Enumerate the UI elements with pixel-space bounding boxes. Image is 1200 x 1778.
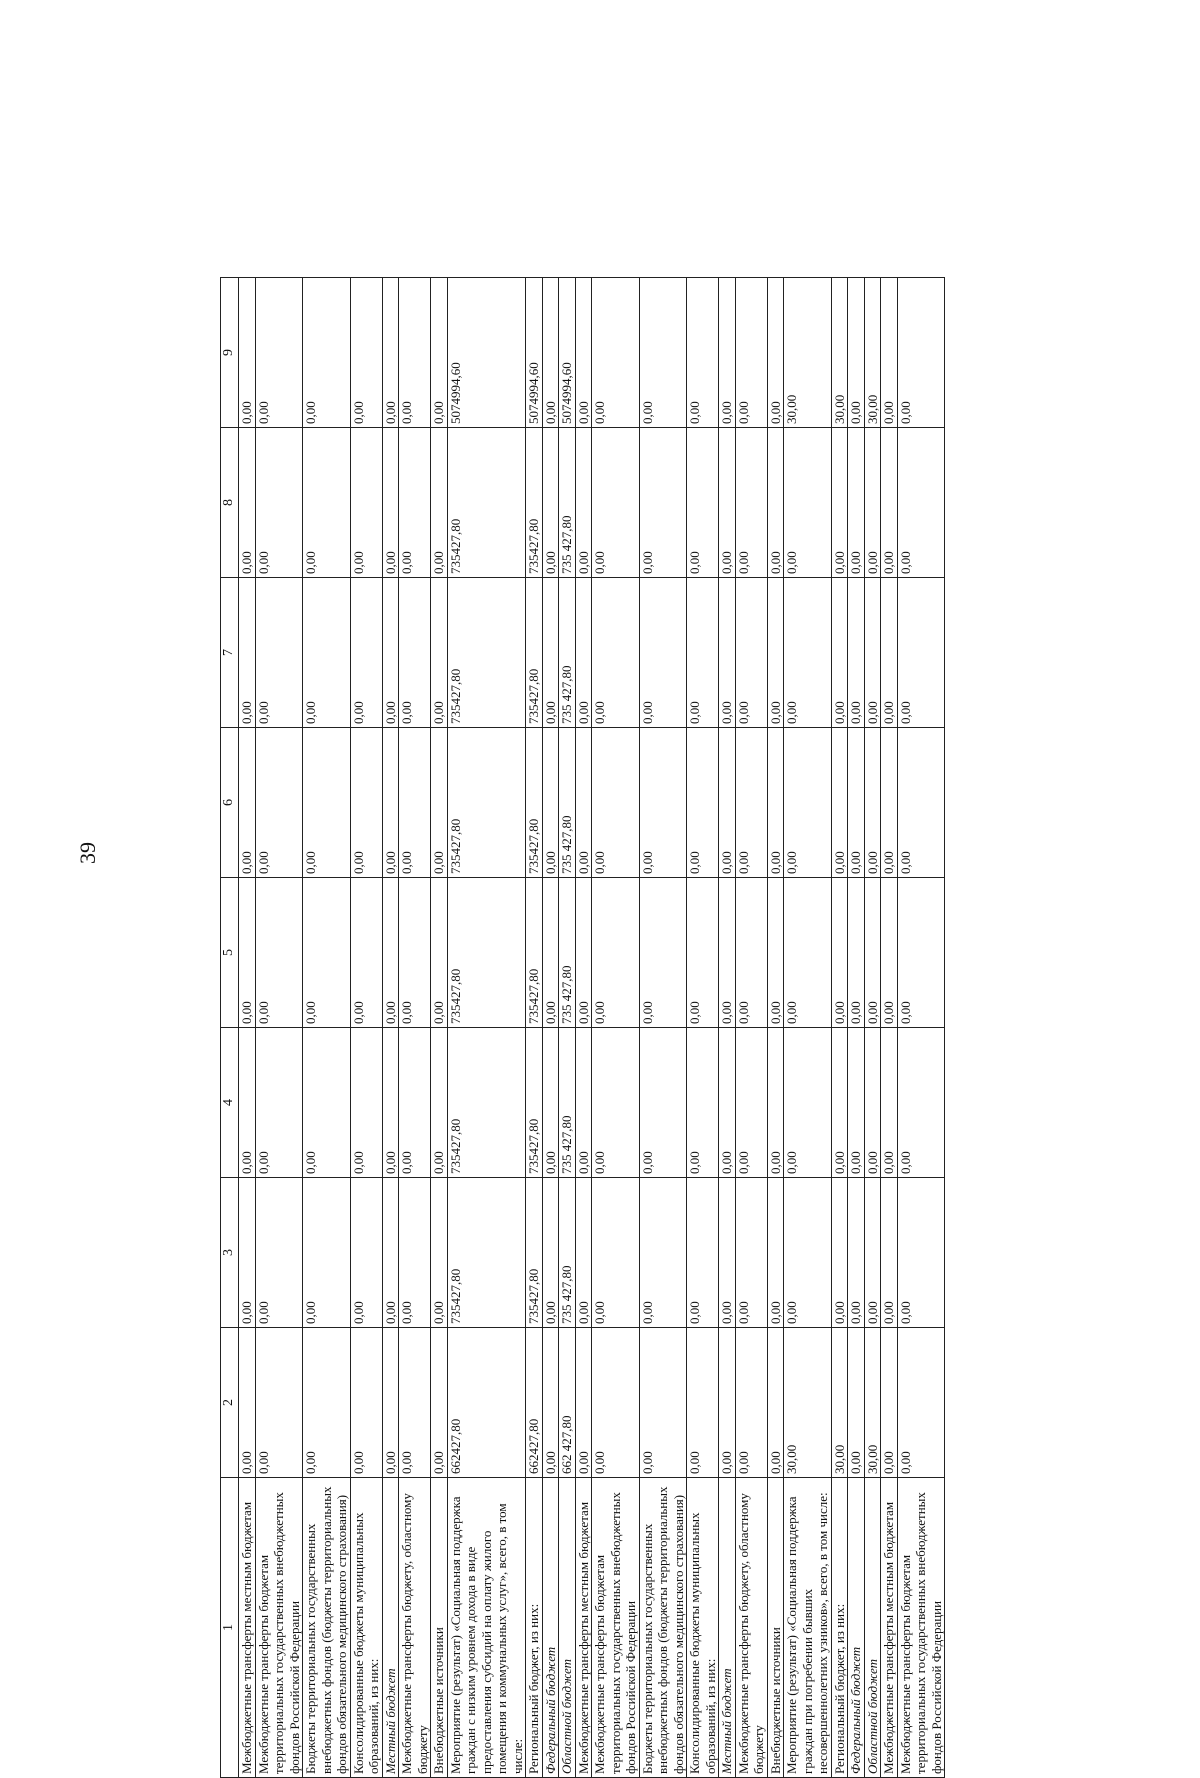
row-value: 0,00 — [592, 278, 640, 428]
row-value: 0,00 — [735, 1028, 767, 1178]
row-value: 0,00 — [542, 878, 559, 1028]
row-value: 0,00 — [719, 1328, 736, 1478]
row-value: 0,00 — [303, 728, 351, 878]
row-value: 0,00 — [735, 1328, 767, 1478]
row-label: Межбюджетные трансферты местным бюджетам — [881, 1478, 898, 1778]
row-value: 0,00 — [350, 1178, 382, 1328]
row-value: 0,00 — [399, 428, 431, 578]
row-value: 735 427,80 — [559, 1178, 576, 1328]
budget-table — [220, 277, 945, 1778]
row-value: 0,00 — [735, 278, 767, 428]
row-value: 0,00 — [881, 1328, 898, 1478]
row-value: 735427,80 — [526, 878, 543, 1028]
row-value: 0,00 — [767, 428, 784, 578]
row-value: 0,00 — [303, 1028, 351, 1178]
column-header: 6 — [221, 728, 239, 878]
row-value: 0,00 — [303, 578, 351, 728]
row-value: 0,00 — [350, 1028, 382, 1178]
table-row — [592, 278, 640, 1778]
row-value: 0,00 — [239, 428, 256, 578]
row-label: Федеральный бюджет — [542, 1478, 559, 1778]
row-value: 735427,80 — [447, 1178, 526, 1328]
row-value: 0,00 — [239, 728, 256, 878]
row-value: 0,00 — [881, 878, 898, 1028]
row-value: 735 427,80 — [559, 428, 576, 578]
row-value: 0,00 — [848, 728, 865, 878]
row-label: Межбюджетные трансферты бюджетам территориальных государственных внебюджетных фондов Российской Федерации — [255, 1478, 303, 1778]
row-value: 0,00 — [881, 278, 898, 428]
row-value: 0,00 — [575, 578, 592, 728]
row-value: 0,00 — [735, 728, 767, 878]
row-value: 0,00 — [767, 1328, 784, 1478]
row-value: 735427,80 — [447, 1028, 526, 1178]
row-value: 0,00 — [255, 278, 303, 428]
row-value: 0,00 — [639, 1178, 687, 1328]
row-value: 0,00 — [239, 278, 256, 428]
row-label: Межбюджетные трансферты местным бюджетам — [575, 1478, 592, 1778]
row-value: 0,00 — [639, 278, 687, 428]
row-value: 735427,80 — [526, 428, 543, 578]
row-value: 0,00 — [431, 278, 448, 428]
table-row — [542, 278, 559, 1778]
row-value: 735427,80 — [447, 578, 526, 728]
row-label: Федеральный бюджет — [848, 1478, 865, 1778]
row-value: 0,00 — [864, 428, 881, 578]
row-label: Консолидированные бюджеты муниципальных образований, из них: — [350, 1478, 382, 1778]
row-value: 0,00 — [897, 878, 945, 1028]
table-row — [447, 278, 526, 1778]
row-value: 0,00 — [542, 1028, 559, 1178]
row-value: 30,00 — [784, 278, 832, 428]
column-header: 2 — [221, 1328, 239, 1478]
row-value: 0,00 — [542, 1328, 559, 1478]
row-value: 0,00 — [255, 878, 303, 1028]
row-value: 0,00 — [255, 428, 303, 578]
table-row — [784, 278, 832, 1778]
row-value: 0,00 — [767, 578, 784, 728]
row-label: Бюджеты территориальных государственных внебюджетных фондов (бюджеты территориальных фондов обязательного медицинского страхования) — [639, 1478, 687, 1778]
row-value: 0,00 — [542, 1178, 559, 1328]
row-value: 0,00 — [255, 1178, 303, 1328]
row-value: 0,00 — [897, 578, 945, 728]
row-value: 30,00 — [864, 278, 881, 428]
row-value: 0,00 — [831, 578, 848, 728]
row-value: 0,00 — [784, 1178, 832, 1328]
table-row — [399, 278, 431, 1778]
row-value: 0,00 — [350, 428, 382, 578]
row-value: 0,00 — [431, 878, 448, 1028]
row-value: 735427,80 — [447, 728, 526, 878]
row-label: Региональный бюджет, из них: — [526, 1478, 543, 1778]
row-value: 0,00 — [575, 1178, 592, 1328]
row-value: 0,00 — [575, 428, 592, 578]
column-header: 7 — [221, 578, 239, 728]
header-row — [221, 278, 239, 1778]
column-header: 3 — [221, 1178, 239, 1328]
row-label: Внебюджетные источники — [431, 1478, 448, 1778]
row-value: 0,00 — [399, 878, 431, 1028]
row-value: 0,00 — [784, 728, 832, 878]
row-value: 0,00 — [592, 1178, 640, 1328]
row-value: 0,00 — [399, 728, 431, 878]
row-value: 735427,80 — [526, 728, 543, 878]
row-value: 0,00 — [848, 578, 865, 728]
row-value: 0,00 — [767, 1178, 784, 1328]
row-label: Межбюджетные трансферты бюджетам территориальных государственных внебюджетных фондов Российской Федерации — [897, 1478, 945, 1778]
table-row — [255, 278, 303, 1778]
row-label: Межбюджетные трансферты местным бюджетам — [239, 1478, 256, 1778]
row-value: 0,00 — [592, 878, 640, 1028]
row-value: 0,00 — [350, 278, 382, 428]
row-value: 0,00 — [350, 728, 382, 878]
row-value: 0,00 — [303, 878, 351, 1028]
row-value: 0,00 — [687, 1178, 719, 1328]
table-row — [687, 278, 719, 1778]
row-value: 735 427,80 — [559, 1028, 576, 1178]
row-value: 0,00 — [255, 1328, 303, 1478]
row-value: 0,00 — [848, 878, 865, 1028]
row-value: 0,00 — [255, 578, 303, 728]
table-row — [431, 278, 448, 1778]
row-value: 0,00 — [687, 428, 719, 578]
row-value: 5074994,60 — [526, 278, 543, 428]
row-value: 735 427,80 — [559, 878, 576, 1028]
row-value: 0,00 — [864, 878, 881, 1028]
row-value: 0,00 — [382, 278, 399, 428]
row-value: 0,00 — [542, 428, 559, 578]
row-value: 0,00 — [575, 728, 592, 878]
table-row — [526, 278, 543, 1778]
row-value: 0,00 — [303, 428, 351, 578]
row-value: 0,00 — [767, 1028, 784, 1178]
row-value: 0,00 — [735, 428, 767, 578]
row-value: 0,00 — [848, 278, 865, 428]
row-value: 0,00 — [687, 878, 719, 1028]
row-value: 0,00 — [382, 1028, 399, 1178]
row-value: 0,00 — [639, 878, 687, 1028]
row-value: 0,00 — [255, 1028, 303, 1178]
column-header: 1 — [221, 1478, 239, 1778]
row-value: 0,00 — [399, 1028, 431, 1178]
row-value: 0,00 — [350, 878, 382, 1028]
row-value: 0,00 — [350, 1328, 382, 1478]
row-value: 0,00 — [831, 428, 848, 578]
row-value: 735427,80 — [526, 1028, 543, 1178]
row-label: Местный бюджет — [719, 1478, 736, 1778]
row-label: Областной бюджет — [864, 1478, 881, 1778]
row-value: 735 427,80 — [559, 728, 576, 878]
row-value: 0,00 — [687, 728, 719, 878]
row-value: 735427,80 — [447, 428, 526, 578]
row-value: 0,00 — [897, 1178, 945, 1328]
row-value: 0,00 — [719, 278, 736, 428]
rotated-table-container — [220, 278, 1120, 1778]
row-value: 0,00 — [881, 578, 898, 728]
row-value: 0,00 — [350, 578, 382, 728]
row-value: 0,00 — [592, 728, 640, 878]
row-value: 0,00 — [592, 1028, 640, 1178]
column-header: 4 — [221, 1028, 239, 1178]
row-value: 0,00 — [735, 878, 767, 1028]
row-value: 0,00 — [382, 1328, 399, 1478]
row-value: 662 427,80 — [559, 1328, 576, 1478]
row-value: 0,00 — [719, 728, 736, 878]
row-value: 0,00 — [784, 878, 832, 1028]
row-value: 0,00 — [881, 428, 898, 578]
table-row — [881, 278, 898, 1778]
row-value: 0,00 — [831, 1028, 848, 1178]
row-value: 0,00 — [542, 728, 559, 878]
row-value: 0,00 — [848, 428, 865, 578]
column-header: 8 — [221, 428, 239, 578]
row-value: 662427,80 — [447, 1328, 526, 1478]
row-label: Межбюджетные трансферты бюджету, областному бюджету — [399, 1478, 431, 1778]
row-value: 0,00 — [719, 428, 736, 578]
row-value: 0,00 — [255, 728, 303, 878]
row-value: 0,00 — [431, 728, 448, 878]
row-value: 0,00 — [687, 1028, 719, 1178]
table-row — [864, 278, 881, 1778]
row-value: 0,00 — [399, 278, 431, 428]
row-label: Областной бюджет — [559, 1478, 576, 1778]
row-value: 0,00 — [767, 878, 784, 1028]
row-value: 0,00 — [431, 1028, 448, 1178]
row-value: 0,00 — [767, 728, 784, 878]
row-value: 0,00 — [881, 1178, 898, 1328]
row-value: 0,00 — [687, 1328, 719, 1478]
row-value: 0,00 — [784, 428, 832, 578]
row-value: 0,00 — [784, 1028, 832, 1178]
row-value: 5074994,60 — [559, 278, 576, 428]
table-row — [350, 278, 382, 1778]
row-value: 0,00 — [897, 1028, 945, 1178]
row-label: Мероприятие (результат) «Социальная поддержка граждан с низким уровнем дохода в виде предоставления субсидий на оплату жилого помещения и коммунальных услуг», всего, в том числе: — [447, 1478, 526, 1778]
row-value: 0,00 — [399, 1178, 431, 1328]
row-value: 0,00 — [639, 428, 687, 578]
row-value: 0,00 — [382, 1178, 399, 1328]
row-value: 0,00 — [575, 278, 592, 428]
row-value: 0,00 — [735, 1178, 767, 1328]
row-value: 0,00 — [399, 578, 431, 728]
row-value: 0,00 — [239, 1028, 256, 1178]
row-value: 0,00 — [848, 1028, 865, 1178]
row-value: 735427,80 — [447, 878, 526, 1028]
row-value: 0,00 — [592, 428, 640, 578]
page-number: 39 — [75, 842, 100, 864]
table-row — [719, 278, 736, 1778]
row-value: 0,00 — [831, 728, 848, 878]
row-value: 0,00 — [864, 728, 881, 878]
row-value: 0,00 — [239, 1328, 256, 1478]
row-value: 0,00 — [639, 1028, 687, 1178]
row-value: 0,00 — [897, 278, 945, 428]
row-value: 0,00 — [575, 878, 592, 1028]
row-value: 0,00 — [687, 578, 719, 728]
row-value: 0,00 — [431, 1178, 448, 1328]
row-value: 735 427,80 — [559, 578, 576, 728]
table-row — [831, 278, 848, 1778]
row-value: 0,00 — [399, 1328, 431, 1478]
row-value: 0,00 — [639, 1328, 687, 1478]
row-value: 0,00 — [431, 1328, 448, 1478]
row-value: 0,00 — [239, 578, 256, 728]
table-row — [639, 278, 687, 1778]
row-value: 0,00 — [639, 728, 687, 878]
row-value: 735427,80 — [526, 1178, 543, 1328]
row-value: 0,00 — [303, 1178, 351, 1328]
table-row — [735, 278, 767, 1778]
row-value: 0,00 — [881, 1028, 898, 1178]
row-value: 735427,80 — [526, 578, 543, 728]
column-header: 5 — [221, 878, 239, 1028]
row-value: 0,00 — [382, 878, 399, 1028]
row-value: 662427,80 — [526, 1328, 543, 1478]
row-label: Консолидированные бюджеты муниципальных образований, из них: — [687, 1478, 719, 1778]
table-row — [303, 278, 351, 1778]
row-value: 30,00 — [784, 1328, 832, 1478]
row-value: 0,00 — [303, 1328, 351, 1478]
row-value: 0,00 — [831, 878, 848, 1028]
column-header: 9 — [221, 278, 239, 428]
row-value: 0,00 — [784, 578, 832, 728]
row-value: 0,00 — [848, 1328, 865, 1478]
row-label: Межбюджетные трансферты бюджетам территориальных государственных внебюджетных фондов Российской Федерации — [592, 1478, 640, 1778]
row-value: 0,00 — [431, 578, 448, 728]
row-value: 0,00 — [239, 1178, 256, 1328]
table-row — [575, 278, 592, 1778]
row-value: 0,00 — [864, 1178, 881, 1328]
row-value: 0,00 — [239, 878, 256, 1028]
table-row — [382, 278, 399, 1778]
row-value: 30,00 — [831, 278, 848, 428]
row-value: 0,00 — [382, 428, 399, 578]
table-row — [767, 278, 784, 1778]
row-value: 0,00 — [542, 278, 559, 428]
row-label: Мероприятие (результат) «Социальная поддержка граждан при погребении бывших несовершеннолетних узников», всего, в том числе: — [784, 1478, 832, 1778]
row-value: 0,00 — [767, 278, 784, 428]
table-row — [897, 278, 945, 1778]
row-value: 0,00 — [719, 1028, 736, 1178]
row-value: 30,00 — [831, 1328, 848, 1478]
row-value: 0,00 — [382, 578, 399, 728]
row-label: Местный бюджет — [382, 1478, 399, 1778]
row-label: Межбюджетные трансферты бюджету, областному бюджету — [735, 1478, 767, 1778]
row-value: 0,00 — [719, 578, 736, 728]
row-value: 0,00 — [575, 1328, 592, 1478]
row-value: 0,00 — [897, 728, 945, 878]
row-value: 0,00 — [542, 578, 559, 728]
row-value: 0,00 — [881, 728, 898, 878]
row-value: 30,00 — [864, 1328, 881, 1478]
row-value: 0,00 — [719, 878, 736, 1028]
row-value: 0,00 — [897, 428, 945, 578]
row-label: Бюджеты территориальных государственных внебюджетных фондов (бюджеты территориальных фондов обязательного медицинского страхования) — [303, 1478, 351, 1778]
row-value: 0,00 — [303, 278, 351, 428]
row-value: 0,00 — [575, 1028, 592, 1178]
row-value: 0,00 — [592, 1328, 640, 1478]
table-row — [239, 278, 256, 1778]
row-value: 0,00 — [864, 1028, 881, 1178]
table-row — [559, 278, 576, 1778]
row-value: 0,00 — [735, 578, 767, 728]
row-label: Региональный бюджет, из них: — [831, 1478, 848, 1778]
table-row — [848, 278, 865, 1778]
row-value: 0,00 — [831, 1178, 848, 1328]
row-value: 5074994,60 — [447, 278, 526, 428]
row-value: 0,00 — [592, 578, 640, 728]
row-value: 0,00 — [897, 1328, 945, 1478]
row-label: Внебюджетные источники — [767, 1478, 784, 1778]
row-value: 0,00 — [864, 578, 881, 728]
row-value: 0,00 — [431, 428, 448, 578]
table-body — [239, 278, 945, 1778]
row-value: 0,00 — [719, 1178, 736, 1328]
row-value: 0,00 — [382, 728, 399, 878]
row-value: 0,00 — [639, 578, 687, 728]
row-value: 0,00 — [848, 1178, 865, 1328]
row-value: 0,00 — [687, 278, 719, 428]
